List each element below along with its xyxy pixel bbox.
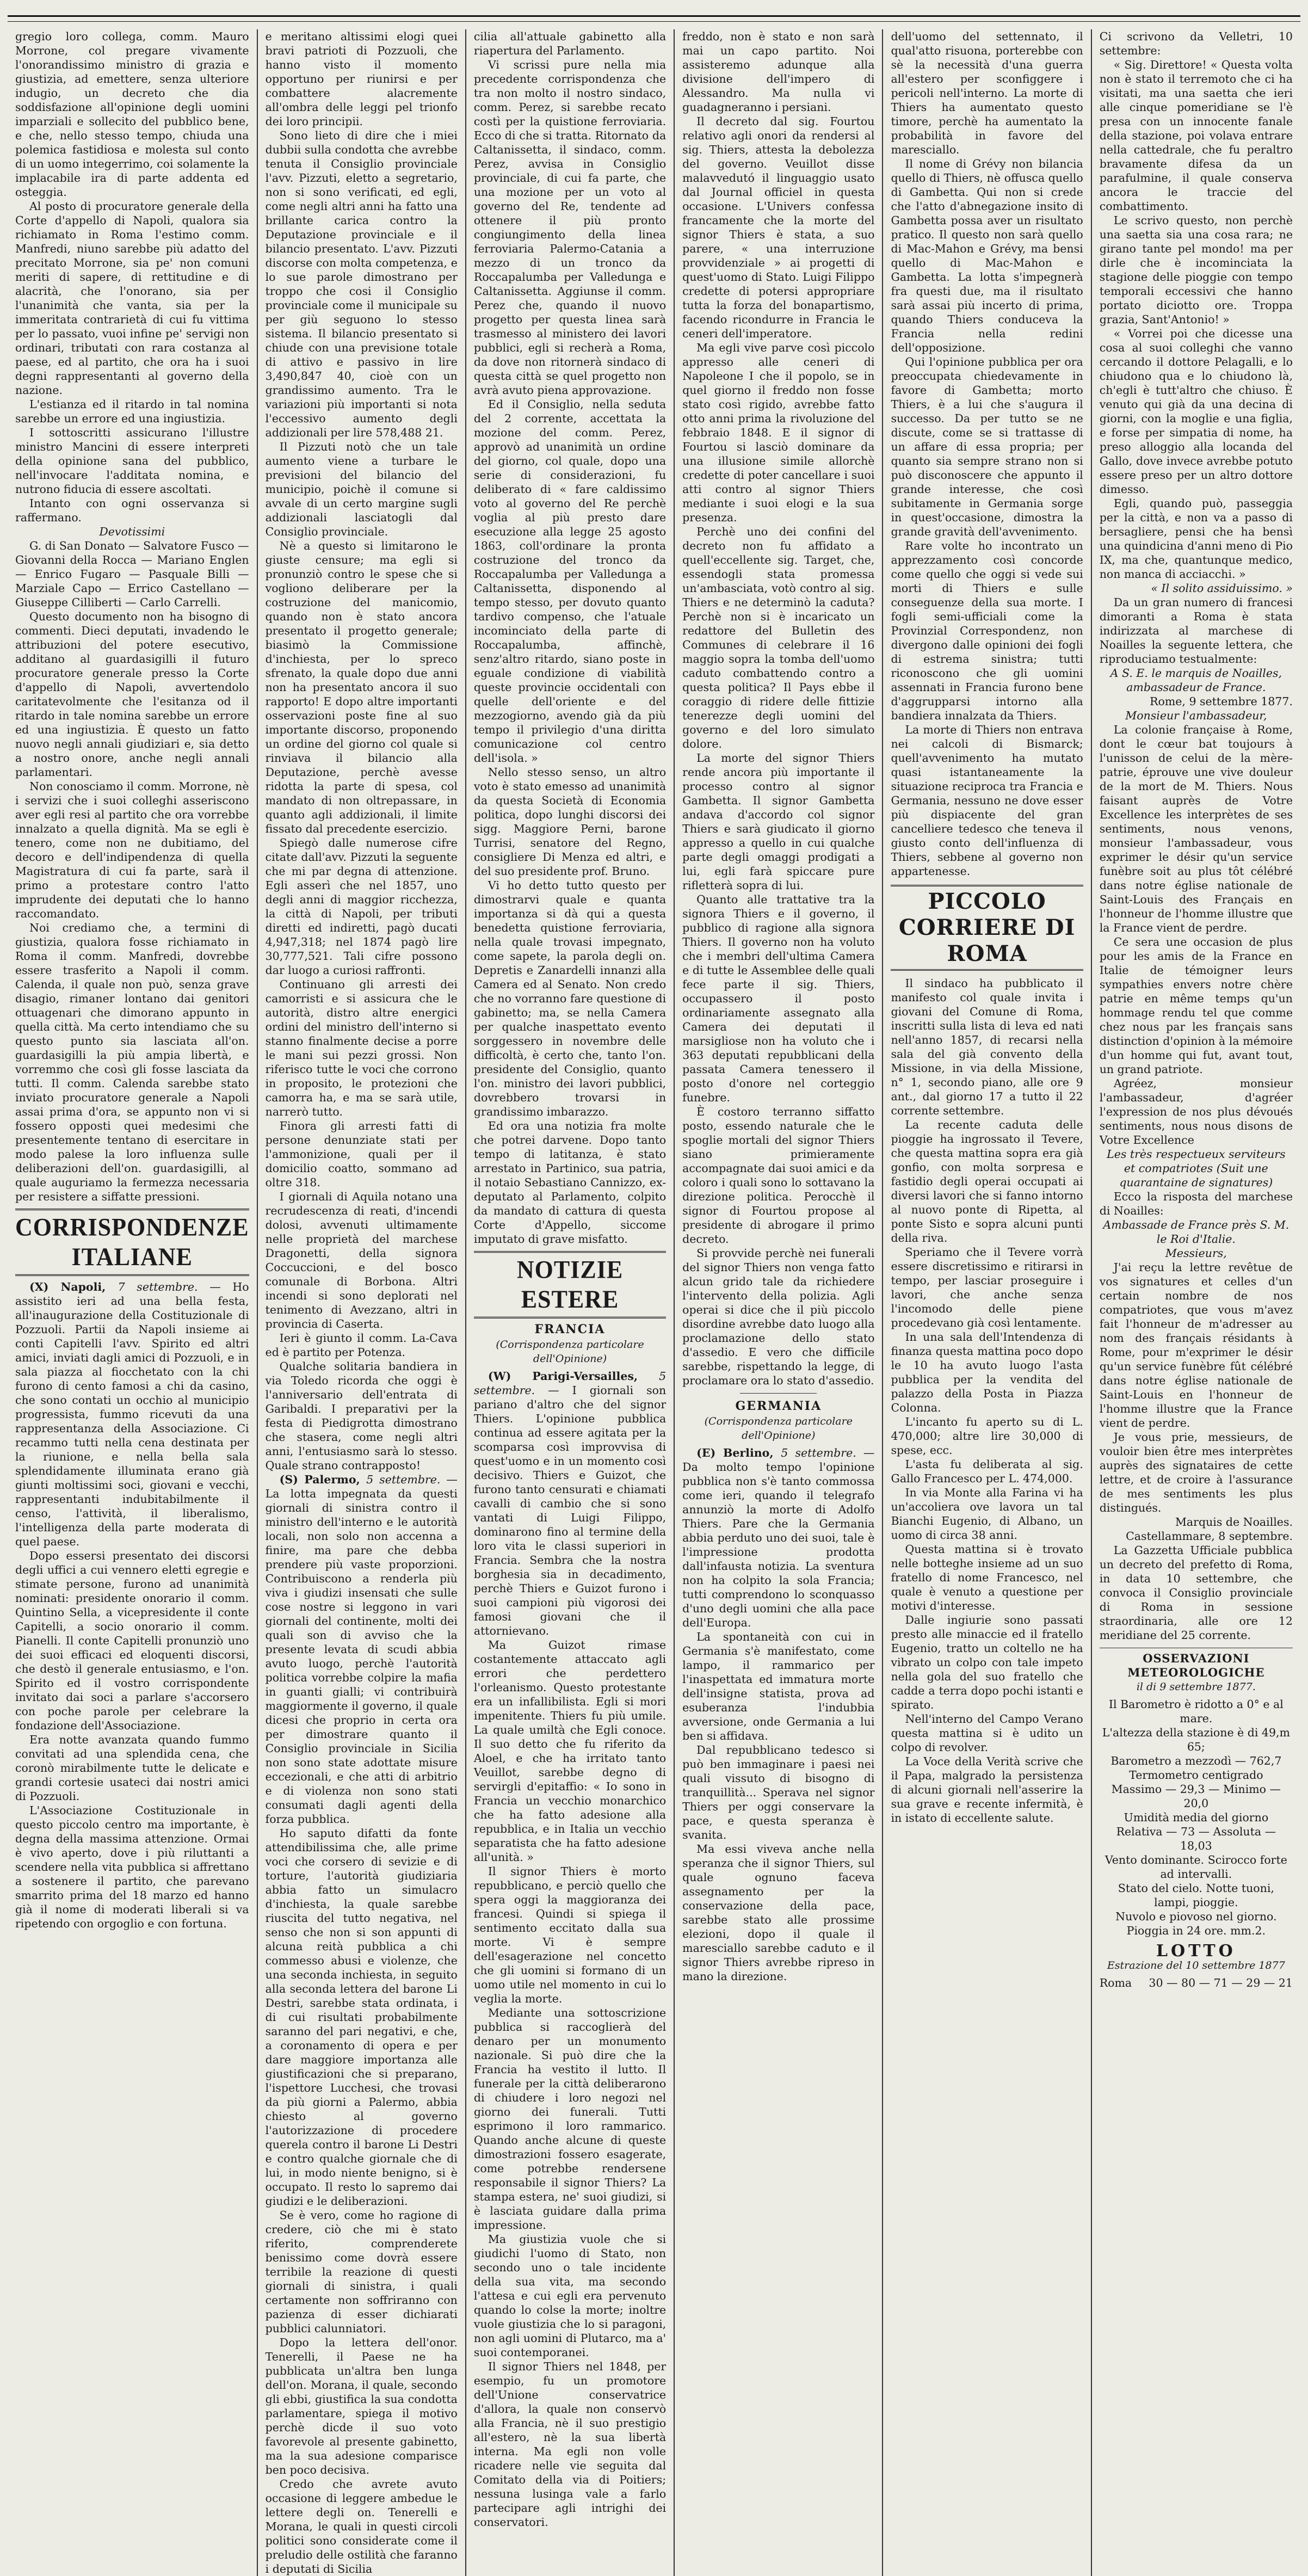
- paragraph-text: Ma Guizot rimase costantemente attaccato agli errori che perdettero l'orleanismo. Questo protestante era un infallibilista. Egli si mori impenitente. Thiers fu più umile. La quale umiltà che Egli conoce. Il suo detto che fu riferito da Aloel, e che ha irritato tanto Veuillot, sarebbe degno di servirgli d'epitaffio: « Io sono in Francia un vecchio monarchico che ha fatto adesione alla repubblica, e in Italia un vecchio separatista che ha fatto adesione all'unità. »: [473, 1638, 667, 1864]
- paragraph: [266, 29, 458, 128]
- paragraph: [266, 836, 458, 977]
- paragraph-text: Il Pizzuti notò che un tale aumento viene a turbare le previsioni del bilancio del municipio, poichè il comune si avvale di un certo margine sugli addizionali lasciatogli dal Consiglio provinciale.: [265, 440, 458, 538]
- paragraph-text: Nello stesso senso, un altro voto è stato emesso ad unanimità da questa Società di Economia politica, dopo lunghi discorsi dei sigg. Maggiore Perni, barone Turrisi, senatore del Regno, consigliere Di Menza ed altri, e del suo presidente prof. Bruno.: [473, 766, 667, 878]
- paragraph: [1100, 1246, 1293, 1260]
- paragraph-text: Le scrivo questo, non perchè una saetta sia una cosa rara; ne girano tante pel mondo! ma per dirle che è incominciata la stagione delle pioggie con tempo temporali eccessivi che hanno portato diciotto ore. Troppa grazia, Sant'Antonio! »: [1099, 214, 1293, 326]
- paragraph-text: Ecco la risposta del marchese di Noailles:: [1099, 1190, 1293, 1217]
- paragraph-text: dell'uomo del settennato, il qual'atto risuona, porterebbe con sè la necessità d'una guerra all'estero per sconfiggere i pericoli nell'interno. La morte di Thiers ha aumentato questo timore, perchè ha aumentato la probabilità in favore del maresciallo.: [891, 30, 1083, 156]
- paragraph-text: Ma egli vive parve così piccolo appresso alle ceneri di Napoleone I che il popolo, se in quel giorno il freddo non fosse stato così rigido, avrebbe fatto otto anni prima la rivoluzione del febbraio 1848. E il signor di Fourtou si lasciò dominare da una illusione simile allorchè credette di poter cancellare i suoi atti contro al signor Thiers mediante i suoi elogi e la sua presenza.: [682, 341, 875, 524]
- paragraph: [682, 525, 874, 751]
- paragraph-text: La Gazzetta Ufficiale pubblica un decreto del prefetto di Roma, in data 10 settembre, che convoca il Consiglio provinciale di Roma in sessione straordinaria, alle ore 12 meridiane del 25 corrente.: [1099, 1544, 1293, 1642]
- paragraph: [266, 440, 458, 539]
- paragraph: [474, 1369, 666, 1638]
- paragraph-text: Ma giustizia vuole che si giudichi l'uomo di Stato, non secondo uno o tale incidente della sua vita, ma secondo l'attesa e cui egli era pervenuto quando lo colse la morte; inoltre vuole giustizia che lo si paragoni, non agli uomini di Plutarco, ma a' suoi contemporanei.: [473, 2233, 667, 2359]
- paragraph-text: Il signor Thiers nel 1848, per esempio, fu un promotore dell'Unione conservatrice d'allora, la quale non conservò alla Francia, nè il suo prestigio all'estero, nè la sua libertà interna. Ma egli non volle ricadere nelle vie seguita dal Comitato della via di Poitiers; nessuna lusinga vale a farlo partecipare agli intrighi dei conservatori.: [473, 2360, 667, 2529]
- paragraph-text: Se è vero, come ho ragione di credere, ciò che mi è stato riferito, comprenderete benissimo come dovrà essere terribile la reazione di questi giornali di sinistra, i quali certamente non soffriranno con pazienza di esser dichiarati pubblici calunniatori.: [265, 2209, 458, 2335]
- paragraph: [266, 2335, 458, 2477]
- paragraph-text: — Ho assistito ieri ad una bella festa, all'inaugurazione della Costituzionale di Pozzuoli. Partii da Napoli insieme ai conti Capitelli l'avv. Spirito ed altri amici, inviati dagli amici di Pozzuoli, e in sala piazza al fiocchetato con la chi furono di cento famosi a chi da casino, che sono contati un occhio al municipio progressista, fummo ricevuti da una rappresentanza della Associazione. Ci recammo tutti nella cena destinata per la riunione, e nella bella sala splendidamente illuminata erano già giunti moltissimi soci, giovani e vecchi, rappresentanti indubitabilmente il censo, l'attività, il liberalismo, l'intelligenza della parte moderata di quel paese.: [15, 1280, 249, 1548]
- column-1: [8, 29, 258, 2576]
- paragraph: [15, 539, 249, 609]
- paragraph: [1100, 1543, 1293, 1642]
- paragraph-text: freddo, non è stato e non sarà mai un capo partito. Noi assisteremo adunque alla divisione dell'impero di Alessandro. Ma nulla vi guadagneranno i persiani.: [682, 30, 875, 114]
- paragraph-text: Non conosciamo il comm. Morrone, nè i servizi che i suoi colleghi asseriscono aver egli resi al partito che ora vorrebbe innalzato a quella dignità. Ma se egli è tenero, come non ne dubitiamo, del decoro e dell'indipendenza di quella Magistratura di cui fa parte, sarà il primo a protestare contro l'atto imprudente dei deputati che lo hanno raccomandato.: [15, 780, 249, 920]
- paragraph-text: Je vous prie, messieurs, de vouloir bien être mes interprètes auprès des signataires de cette lettre, et de croire à l'assurance de mes sentiments les plus distingués.: [1099, 1431, 1293, 1514]
- weather-line: Barometro a mezzodì — 762,7: [1110, 1754, 1282, 1767]
- paragraph: [1100, 694, 1293, 708]
- paragraph-text: L'Associazione Costituzionale in questo piccolo centro ma importante, è degna della massima attenzione. Ormai è vivo aperto, dove i più riluttanti a scendere nella vita pubblica si affrettano a sostenere il partito, che parevano smarrito prima del 18 marzo ed hanno già il nome di moderati liberali si va ripetendo con orgoglio e con fortuna.: [15, 1804, 249, 1930]
- paragraph: [891, 29, 1083, 157]
- paragraph: [15, 921, 249, 1204]
- paragraph-text: Al posto di procuratore generale della Corte d'appello di Napoli, qualora sia richiamato in Roma l'estimo comm. Manfredi, niuno sarebbe più adatto del precitato Morrone, sia pe' non comuni meriti di sapere, di rettitudine e di alacrità, che l'onorano, sia per l'unanimità che vanta, sia per la immeritata contrarietà di cui fu vittima per lo passato, vuoi infine pe' servigi non ordinari, tributati con rara costanza al paese, ed al partito, che ora ha i suoi degni rappresentanti al governo della nazione.: [15, 200, 249, 397]
- paragraph: [1100, 1190, 1293, 1218]
- paragraph: [474, 1638, 666, 1864]
- paragraph-text: — I giornali son pariano d'altro che del signor Thiers. L'opinione pubblica continua ad essere agitata per la scomparsa così improvvisa di quest'uomo e in un momento così decisivo. Thiers e Guizot, che furono tanto censurati e chiamati cavalli di cambio che si sono vantati di Luigi Filippo, dominarono fino al termine della loro vita le classi superiori in Francia. Sembra che la nostra borghesia sia in decadimento, perchè Thiers e Guizot furono i suoi campioni più vigorosi dei famosi giovani che il attornievano.: [473, 1384, 667, 1637]
- correspondence-note: (Corrispondenza particolare dell'Opinione): [496, 1339, 644, 1365]
- paragraph-text: « Sig. Direttore! « Questa volta non è stato il terremoto che ci ha visitati, ma una saetta che ieri alle cinque pomeridiane se l'è presa con un innocente fanale della stazione, poi volava entrare nella cattedrale, che fu peraltro bravamente difesa da un parafulmine, il quale conserva ancora le traccie del combattimento.: [1099, 58, 1293, 213]
- paragraph-text: Qualche solitaria bandiera in via Toledo ricorda che oggi è l'anniversario dell'entrata di Garibaldi. I preparativi per la festa di Piedigrotta dimostrano che stasera, come negli altri anni, l'entusiasmo sarà lo stesso. Quale strano contrapposto!: [265, 1360, 458, 1472]
- paragraph: [1100, 1430, 1293, 1515]
- paragraph-text: Era notte avanzata quando fummo convitati ad una splendida cena, che coronò mirabilmente tutte le delicate e grandi cortesie usateci dai nostri amici di Pozzuoli.: [15, 1733, 249, 1803]
- paragraph-text: L'incanto fu aperto su di L. 470,000; altre lire 30,000 di spese, ecc.: [891, 1415, 1083, 1457]
- weather-line: Vento dominante. Scirocco forte ad intervalli.: [1105, 1853, 1287, 1881]
- paragraph: [15, 1280, 249, 1549]
- weather-line: L'altezza della stazione è di 49,m 65;: [1102, 1726, 1290, 1753]
- paragraph-text: « Vorrei poi che dicesse una cosa al suoi colleghi che vanno cercando il dottore Pelagalli, e lo chiudono qua e lo chiudono là, ch'egli è tutt'altro che chiuso. È venuto qui già da una decina di giorni, con la moglie e una figlia, e forse per simpatia di nome, ha preso alloggio alla locanda del Gallo, dove invece avrebbe potuto essere preso per un altro dottore dimesso.: [1099, 327, 1293, 496]
- paragraph-text: I sottoscritti assicurano l'illustre ministro Mancini di essere interpreti della opinione sana del pubblico, nell'invocare l'additata nomina, e nutrono fiducia di essere ascoltati.: [15, 426, 249, 496]
- paragraph: [474, 397, 666, 765]
- paragraph-text: Sono lieto di dire che i miei dubbii sulla condotta che avrebbe tenuta il Consiglio provinciale l'avv. Pizzuti, eletto a segretario, non si sono verificati, ed egli, come negli altri anni ha fatto una brillante carica contro la Deputazione provinciale e il bilancio presentato. L'avv. Pizzuti discorse con molta competenza, e lo sue parole dimostrano per troppo che cosi il Consiglio provinciale come il municipale su per giù seguono lo stesso sistema. Il bilancio presentato si chiude con una previsione totale di attivo e passivo in lire 3,490,847 40, cioè con un grandissimo aumento. Tra le variazioni più importanti si nota l'eccessivo aumento degli addizionali per lire 578,488 21.: [265, 129, 458, 439]
- paragraph-text: Il sindaco ha pubblicato il manifesto col quale invita i giovani del Comune di Roma, inscritti sulla lista di leva ed nati nell'anno 1857, di recarsi nella sala del già convento della Missione, in via della Missione, n° 1, secondo piano, alle ore 9 ant., dal giorno 17 a tutto il 22 corrente settembre.: [891, 977, 1083, 1117]
- weather-observations: [1100, 1648, 1293, 1938]
- paragraph: [474, 2232, 666, 2359]
- paragraph: [682, 1246, 874, 1388]
- paragraph: [1100, 1147, 1293, 1190]
- paragraph-text: La Voce della Verità scrive che il Papa, malgrado la persistenza di alcuni giornali nell'asserire la sua grave e recente infermità, è in istato di eccellente salute.: [891, 1755, 1083, 1825]
- lotto-title: LOTTO: [1156, 1942, 1236, 1961]
- weather-date: il di 9 settembre 1877.: [1136, 1681, 1256, 1693]
- country-heading: GERMANIA: [735, 1399, 822, 1413]
- paragraph-text: Quanto alle trattative tra la signora Thiers e il governo, il pubblico di ragione alla signora Thiers. Il governo non ha voluto che i membri dell'ultima Camera e di tutte le Assemblee delle quali fece parte il sig. Thiers, occupassero il posto ordinariamente assegnato alla Camera dei deputati il marsigliose non ha voluto che i 363 deputati repubblicani della passata Camera tenessero il posto d'onore nel corteggio funebre.: [682, 893, 875, 1104]
- paragraph: [891, 1245, 1083, 1330]
- paragraph-text: Mediante una sottoscrizione pubblica si raccoglierà del denaro per un monumento nazionale. Si può dire che la Francia ha vestito il lutto. Il funerale per la città deliberarono di chiudere i loro negozi nel giorno dei funerali. Tutti esprimono il loro rammarico. Quando anche alcune di queste dimostrazioni fossero esagerate, come potrebbe rendersene responsabile il signor Thiers? La stampa estera, ne' suoi giudizi, si è lasciata guidare dalla prima impressione.: [473, 2006, 667, 2232]
- paragraph-text: Marquis de Noailles. Castellammare, 8 septembre.: [1126, 1515, 1293, 1543]
- paragraph: [15, 29, 249, 199]
- paragraph-text: G. di San Donato — Salvatore Fusco — Giovanni della Rocca — Mariano Englen — Enrico Fugaro — Pasquale Billi — Marziale Capo — Errico Castellano — Giuseppe Cilliberti — Carlo Carrelli.: [15, 539, 249, 609]
- paragraph: [1100, 213, 1293, 326]
- column-5: [883, 29, 1091, 2576]
- paragraph-text: Ho saputo difatti da fonte attendibilissima che, alle prime voci che corsero di sevizie e di torture, l'autorità giudiziaria abbia fatto un simulacro d'inchiesta, la quale sarebbe riuscita del tutto negativa, nel senso che non si son appunti di alcuna reità pubblica a chi commesso abusi e violenze, che una seconda inchiesta, in seguito alla seconda lettera del barone Li Destri, sarebbe stata ordinata, i di cui risultati probabilmente saranno del pari negativi, e che, a coronamento di opera e per dare maggiore importanza alle giustificazioni che si preparano, l'ispettore Lucchesi, che trovasi da più giorni a Palermo, abbia chiesto al governo l'autorizzazione di procedere querela contro il barone Li Destri e contro qualche giornale che di lui, in modo niente benigno, si è occupato. Il resto lo sapremo dai giudizi e le deliberazioni.: [265, 1827, 458, 2208]
- paragraph-text: Rare volte ho incontrato un apprezzamento così concorde come quello che oggi si vede sui morti di Thiers e sulle conseguenze della sua morte. I fogli semi-ufficiali come la Provinzial Correspondenz, non divergono dalle opinioni dei fogli di estrema sinistra; tutti riconoscono che gli uomini assennati in Francia furono bene d'aggrupparsi intorno alla bandiera innalzata da Thiers.: [891, 539, 1083, 722]
- paragraph-text: L'estianza ed il ritardo in tal nomina sarebbe un errore ed una ingiustizia.: [15, 398, 249, 425]
- paragraph-text: La morte di Thiers non entrava nei calcoli di Bismarck; quell'avvenimento ha mutato quasi istantaneamente la situazione reciproca tra Francia e Germania, nessuno ne dove esser più dispiacente del gran cancelliere tedesco che teneva il giusto conto dell'influenza di Thiers, sebbene al governo non appartenesse.: [891, 723, 1083, 878]
- correspondence-note: (Corrispondenza particolare dell'Opinione): [704, 1415, 853, 1441]
- paragraph: [474, 1864, 666, 2006]
- paragraph-text: — Da molto tempo l'opinione pubblica non s'è tanto commossa come ieri, quando il telegrafo annunziò la morte di Adolfo Thiers. Pare che la Germania abbia perduto uno dei suoi, tale è l'impressione prodotta dall'infausta notizia. La sventura non ha colpito la sola Francia; tutti comprendono lo sconquasso d'uno degli uomini che alla pace dell'Europa.: [682, 1446, 875, 1629]
- paragraph: [891, 1330, 1083, 1415]
- paragraph-text: Si provvide perchè nei funerali del signor Thiers non venga fatto alcun grido tale da richiedere l'intervento della polizia. Agli operai si dice che il più piccolo disordine avrebbe dato luogo alla proclamazione dello stato d'assedio. E vero che difficile sarebbe, rispettando la legge, di proclamare ora lo stato d'assedio.: [682, 1247, 875, 1387]
- section-divider: [740, 1393, 817, 1394]
- dateline-place: (E) Berlino,: [696, 1446, 781, 1459]
- paragraph: [682, 892, 874, 1105]
- paragraph-text: Vi scrissi pure nella mia precedente corrispondenza che tra non molto il nostro sindaco, comm. Perez, si sarebbe recato costì per la quistione ferroviaria. Ecco di che si tratta. Ritornato da Caltanissetta, il sindaco, comm. Perez, avvisa in Consiglio provinciale, di cui fa parte, che una mozione per un voto al governo del Re, tendente ad ottenere il più pronto congiungimento della linea ferroviaria Palermo-Catania a mezzo di un tronco da Roccapalumba per Valledunga e Caltanissetta. Aggiunse il comm. Perez che, quando il nuovo progetto per questa linea sarà trasmesso al ministero dei lavori pubblici, egli si recherà a Roma, da dove non ritornerà sindaco di questa città se quel progetto non avrà avuto piena approvazione.: [473, 58, 667, 397]
- paragraph: [474, 29, 666, 58]
- paragraph: [474, 1119, 666, 1246]
- paragraph: [266, 2208, 458, 2335]
- paragraph-text: Devotissimi: [99, 525, 165, 538]
- paragraph-text: Agréez, monsieur l'ambassadeur, d'agréer l'expression de nos plus dévoués sentiments, nous nous disons de Votre Excellence: [1099, 1077, 1293, 1147]
- dateline-date: 5 settembre.: [366, 1473, 441, 1486]
- paragraph-text: Intanto con ogni osservanza si raffermano.: [15, 497, 249, 524]
- paragraph: [266, 1826, 458, 2208]
- column-4: [675, 29, 883, 2576]
- weather-line: Nuvolo e piovoso nel giorno.: [1115, 1910, 1277, 1923]
- paragraph-text: Nè a questo si limitarono le giuste censure; ma egli si pronunziò contro le spese che si vogliono deliberare per la costruzione del manicomio, quando non è stato ancora presentato il progetto generale; biasimò la Commissione d'inchiesta, per lo spreco sfrenato, la quale dopo due anni non ha presentato ancora il suo rapporto! E dopo altre importanti osservazioni poste fine al suo importante discorso, proponendo un ordine del giorno col quale si rinviava il bilancio alla Deputazione, perchè avesse ridotta la parte di spesa, col mandato di non oltrepassare, in quanto agli addizionali, il limite fissato dal precedente esercizio.: [265, 539, 458, 835]
- paragraph-text: cilia all'attuale gabinetto alla riapertura del Parlamento.: [473, 30, 667, 57]
- paragraph-text: Questo documento non ha bisogno di commenti. Dieci deputati, invadendo le attribuzioni del potere esecutivo, additano al guardasigilli il futuro procuratore generale presso la Corte d'appello di Napoli, avvertendolo caritatevolmente che l'esitanza od il ritardo in tale nomina sarebbe un errore ed una ingiustizia. È questo un fatto nuovo negli annali giudiziari e, sia detto a nostro onore, anche negli annali parlamentari.: [15, 610, 249, 779]
- weather-line: Massimo — 29,3 — Minimo — 20,0: [1111, 1783, 1281, 1810]
- paragraph-text: Les très respectueux serviteurs et compatriotes (Suit une quarantaine de signatures): [1107, 1148, 1286, 1189]
- paragraph: [1100, 666, 1293, 694]
- paragraph-text: La colonie française à Rome, dont le cœur bat toujours à l'unisson de celui de la mère-patrie, éprouve une vive douleur de la mort de M. Thiers. Nous faisant auprès de Votre Excellence les interprètes de ses sentiments, nous venons, monsieur l'ambassadeur, vous exprimer le désir qu'un service funèbre soit au plus tôt célébré dans notre église nationale de Saint-Louis des Français en l'honneur de l'homme illustre que la France vient de perdre.: [1099, 723, 1293, 934]
- paragraph-text: Ed ora una notizia fra molte che potrei darvene. Dopo tanto tempo di latitanza, è stato arrestato in Partinico, sua patria, il notaio Sebastiano Cannizzo, ex-deputato al Parlamento, colpito da mandato di cattura di questa Corte d'Appello, siccome imputato di grave misfatto.: [473, 1119, 667, 1246]
- paragraph-text: Ambassade de France près S. M. le Roi d'Italie.: [1103, 1218, 1290, 1246]
- weather-line: Termometro centigrado: [1129, 1768, 1263, 1782]
- paragraph-text: Perchè uno dei confini del decreto non fu affidato a quell'eccellente sig. Target, che, essendogli stata promessa un'ambasciata, votò contro al sig. Thiers e ne determinò la caduta? Perchè non si è incaricato un redattore del Bulletin des Communes di celebrare il 16 maggio sopra la tomba dell'uomo caduto combattendo contro a questa politica? Il Pays ebbe il coraggio di ridere delle fittizie tenerezze degli uomini del governo e del loro simulato dolore.: [682, 525, 875, 750]
- paragraph: [266, 977, 458, 1119]
- lotto-box: [1100, 1944, 1293, 1990]
- column-3: [466, 29, 675, 2576]
- paragraph-text: Speriamo che il Tevere vorrà essere discretissimo e ritirarsi in tempo, per lasciar proseguire i lavori, che anche senza l'incomodo delle piene procedevano già così lentamente.: [891, 1246, 1083, 1329]
- paragraph: [682, 341, 874, 525]
- paragraph: [1100, 496, 1293, 581]
- paragraph: [891, 1754, 1083, 1825]
- paragraph: [682, 1842, 874, 1983]
- paragraph-text: Continuano gli arresti dei camorristi e si assicura che le autorità, distro altre energici ordini del ministro dell'interno si stanno finalmente decise a porre le mani sui pezzi grossi. Non riferisco tutte le voci che corrono in proposito, le protezioni che camorra ha, e ma se sarà utile, narrerò tutto.: [265, 978, 458, 1118]
- paragraph-text: Il nome di Grévy non bilancia quello di Thiers, nè offusca quello di Gambetta. Qui non si crede che l'atto d'abnegazione insito di Gambetta possa aver un risultato pratico. Il questo non sarà quello di Mac-Mahon e Grévy, ma bensi quello di Mac-Mahon e Gambetta. La lotta s'impegnerà fra questi due, ma il risultato sarà assai più incerto di prima, quando Thiers conduceva la Francia nella redini dell'opposizione.: [891, 157, 1083, 354]
- paragraph-text: Nell'interno del Campo Verano questa mattina si è udito un colpo di revolver.: [891, 1712, 1083, 1754]
- weather-line: Pioggia in 24 ore. mm.2.: [1126, 1924, 1266, 1937]
- paragraph-text: Dalle ingiurie sono passati presto alle minaccie ed il fratello Eugenio, tratto un coltello ne ha vibrato un colpo con tale impeto nella gola del suo fratello che cadde a terra dopo pochi istanti e spirato.: [891, 1613, 1083, 1711]
- weather-line: Stato del cielo. Notte tuoni, lampi, pioggie.: [1118, 1882, 1274, 1909]
- paragraph: [1100, 1076, 1293, 1147]
- paragraph-text: Dopo essersi presentato dei discorsi degli uffici a cui vennero eletti egregie e stimate persone, furono ad unanimità nominati: presidente onorario il comm. Quintino Sella, a vicepresidente il conte Capitelli, a socio onorario il comm. Pianelli. Il conte Capitelli pronunziò uno dei suoi efficaci ed eloquenti discorsi, che destò il generale entusiasmo, e l'on. Spirito ed il vostro corrispondente invitato dai soci a parlare s'accorsero con poche parole per celebrare la fondazione dell'Associazione.: [15, 1549, 249, 1732]
- paragraph-text: Rome, 9 settembre 1877.: [1150, 695, 1293, 708]
- paragraph: [15, 496, 249, 525]
- paragraph: [1100, 935, 1293, 1076]
- paragraph: [1100, 723, 1293, 935]
- section-heading: PICCOLO CORRIERE DI ROMA: [891, 885, 1083, 971]
- paragraph: [891, 1486, 1083, 1542]
- paragraph-text: Questa mattina si è trovato nelle botteghe insieme ad un suo fratello di nome Francesco, nel quale è venuto a questione per motivi d'interesse.: [891, 1543, 1083, 1612]
- paragraph: [1100, 58, 1293, 213]
- paragraph: [891, 1457, 1083, 1486]
- paragraph-text: La recente caduta delle pioggie ha ingrossato il Tevere, che questa mattina sopra era già gonfio, con molta sorpresa e fastidio degli operai occupati ai diversi lavori che si fanno intorno al nuovo ponte di Ripetta, al ponte Sisto e sopra alcuni punti della riva.: [891, 1118, 1083, 1244]
- paragraph: [474, 2359, 666, 2529]
- lotto-row: [1100, 1976, 1293, 1990]
- paragraph: [15, 1549, 249, 1733]
- paragraph: [15, 609, 249, 779]
- paragraph-text: Spiegò dalle numerose cifre citate dall'avv. Pizzuti la seguente che mi par degna di attenzione. Egli asserì che nel 1857, uno degli anni di maggior ricchezza, la città di Napoli, per tributi diretti ed indiretti, pagò ducati 4,947,318; nel 1874 pagò lire 30,777,521. Tali cifre possono dar luogo a curiosi raffronti.: [265, 836, 458, 977]
- paragraph-text: Da un gran numero di francesi dimoranti a Roma è stata indirizzata al marchese di Noailles la seguente lettera, che riproduciamo testualmente:: [1099, 596, 1293, 665]
- paragraph: [891, 539, 1083, 723]
- dateline-date: 7 settembre.: [118, 1280, 198, 1293]
- paragraph: [15, 779, 249, 921]
- paragraph: [474, 58, 666, 397]
- paragraph-text: Messieurs,: [1165, 1247, 1227, 1260]
- paragraph: [266, 1331, 458, 1359]
- weather-line: Il Barometro è ridotto a 0° e al mare.: [1108, 1698, 1284, 1725]
- paragraph-text: Dopo la lettera dell'onor. Tenerelli, il Paese ne ha pubblicata un'altra ben lunga dell'on. Morana, il quale, secondo gli ebbi, giustifica la sua condotta parlamentare, spiega il motivo perchè dicde il suo voto favorevole al presente gabinetto, ma la sua adesione comparisce ben poco decisiva.: [265, 2336, 458, 2476]
- paragraph-text: Noi crediamo che, a termini di giustizia, qualora fosse richiamato in Roma il comm. Manfredi, dovrebbe essere trasferito a Napoli il comm. Calenda, il quale non può, senza grave disagio, rimaner lontano dai genitori ottuagenari che dimorano appunto in quella città. Ma certo intendiamo che su questo punto sia lasciata all'on. guardasigilli la più ampia libertà, e vorremmo che così gli fosse lasciata da tutti. Il comm. Calenda sarebbe stato inviato procuratore generale a Napoli assai prima d'ora, se appunto non vi si fossero opposti quei medesimi che presentemente tentano di esercitare in modo palese la loro influenza sulle deliberazioni dell'on. guardasigilli, al quale auguriamo la fermezza necessaria per resistere a siffatte pressioni.: [15, 921, 249, 1203]
- paragraph: [891, 1542, 1083, 1613]
- section-heading: NOTIZIE ESTERE: [474, 1251, 666, 1318]
- paragraph: [1100, 595, 1293, 666]
- lotto-subtitle: Estrazione del 10 settembre 1877: [1107, 1959, 1285, 1971]
- paragraph-text: I giornali di Aquila notano una recrudescenza di reati, d'incendi dolosi, avvenuti ultimamente nelle proprietà del marchese Dragonetti, della signora Coccuccioni, e del bosco comunale di Borbona. Altri incendi si sono deplorati nel tenimento di Avezzano, altri in provincia di Caserta.: [265, 1190, 458, 1330]
- lotto-numbers: 30 — 80 — 71 — 29 — 21: [1149, 1976, 1293, 1989]
- paragraph: [15, 199, 249, 397]
- column-6: [1092, 29, 1300, 2576]
- paragraph-text: La spontaneità con cui in Germania s'è manifestato, come lampo, il rammarico per l'inaspettata ed immatura morte dell'insigne statista, prova ad esuberanza l'indubbia avversione, onde Germania a lui ben si affidava.: [682, 1630, 875, 1742]
- top-rule: [8, 15, 1300, 22]
- paragraph-text: Vi ho detto tutto questo per dimostrarvi quale e quanta importanza si dà qui a questa benedetta quistione ferroviaria, nella quale trovasi impegnato, come sapete, la parola degli on. Depretis e Zanardelli innanzi alla Camera ed al Senato. Non credo che no vorranno fare questione di gabinetto; ma, se nella Camera per qualche inaspettato evento sorggessero in novembre delle difficoltà, è certo che, tanto l'on. presidente del Consiglio, quanto l'on. ministro dei lavori pubblici, dovrebbero trovarsi in grandissimo imbarazzo.: [473, 879, 667, 1118]
- country-heading: FRANCIA: [534, 1322, 606, 1336]
- paragraph: [266, 128, 458, 440]
- paragraph-text: Ce sera une occasion de plus pour les amis de la France en Italie de témoigner leurs sympathies envers notre chère patrie en même temps qu'un hommage rendu tel que comme chez nous par les français sans distinction d'opinion à la mémoire d'un homme qui fut, avant tout, un grand patriote.: [1099, 935, 1293, 1076]
- dateline-date: 5 settembre.: [781, 1446, 856, 1459]
- paragraph: [266, 1359, 458, 1472]
- paragraph: [891, 1415, 1083, 1457]
- paragraph: [682, 1446, 874, 1630]
- column-2: [258, 29, 466, 2576]
- paragraph-text: Ieri è giunto il comm. La-Cava ed è partito per Potenza.: [265, 1332, 458, 1359]
- paragraph-text: Ci scrivono da Velletri, 10 settembre:: [1099, 30, 1293, 57]
- paragraph-text: In una sala dell'Intendenza di finanza questa mattina poco dopo le 10 ha avuto luogo l'asta pubblica per la vendita del palazzo della Posta in Piazza Colonna.: [891, 1330, 1083, 1414]
- paragraph-text: A S. E. le marquis de Noailles, ambassadeur de France.: [1110, 667, 1282, 694]
- paragraph-text: La morte del signor Thiers rende ancora più importante il processo contro al signor Gambetta. Il signor Gambetta andava d'accordo col signor Thiers e sarà giudicato il giorno appresso a quello in cui qualche parte degli omaggi prodigati a lui, egli farà spiccare pure rifletterà sopra di lui.: [682, 751, 875, 892]
- paragraph: [891, 1118, 1083, 1245]
- weather-line: Umidità media del giorno: [1124, 1811, 1269, 1824]
- paragraph-text: Egli, quando può, passeggia per la città, e non va a passo di bersagliere, pensi che ha bensì una quindicina d'anni meno di Pio IX, ma che, quantunque medico, non manca di acciacchi. »: [1099, 497, 1293, 581]
- paragraph: [682, 1105, 874, 1246]
- paragraph: [15, 525, 249, 539]
- paragraph: [1100, 1515, 1293, 1543]
- paragraph: [266, 1119, 458, 1190]
- dateline-place: (S) Palermo,: [279, 1473, 367, 1486]
- paragraph: [891, 157, 1083, 355]
- paragraph-text: gregio loro collega, comm. Mauro Morrone, col pregare vivamente l'onorandissimo ministro di grazia e giustizia, ad emettere, senza ulteriore indugio, un decreto che dia soddisfazione all'opinione degli uomini imparziali e sollecito del pubblico bene, e che, nello stesso tempo, chiuda una polemica fastidiosa e molesta sul conto di un uomo integerrimo, coi solamente la implacabile ira di parte addenta ed osteggia.: [15, 30, 249, 199]
- paragraph-text: Ed il Consiglio, nella seduta del 2 corrente, accettata la mozione del comm. Perez, approvò ad unanimità un ordine del giorno, col quale, dopo una serie di considerazioni, fu deliberato di « fare caldissimo voto al governo del Re perchè voglia al più presto dare esecuzione alla legge 25 agosto 1863, coll'ordinare la pronta costruzione del tronco da Roccapalumba per Valledunga a Caltanissetta, disponendo al tempo stesso, per dovuto quanto tardivo compenso, che l'atuale incominciato della parte di Roccapalumba, affinchè, senz'altro ritardo, siano poste in eguale condizione di viabilità queste provincie occidentali con quelle dell'oriente e del mezzogiorno, avendo già da più tempo il privilegio d'una diritta comunicazione col centro dell'isola. »: [473, 398, 667, 765]
- paragraph-text: Finora gli arresti fatti di persone denunziate stati per l'ammonizione, quali per il domicilio coatto, sommano ad oltre 318.: [265, 1119, 458, 1189]
- paragraph: [682, 29, 874, 114]
- paragraph: [682, 751, 874, 892]
- paragraph-text: Il decreto dal sig. Fourtou relativo agli onori da rendersi al sig. Thiers, attesta la debolezza del governo. Veuillot disse malavvedutó il linguaggio usato dal Journal officiel in questa occasione. L'Univers confessa francamente che la morte del signor Thiers è stata, a suo parere, « una interruzione provvidenziale » ai progetti di quest'uomo di Stato. Luigi Filippo credette di potersi appropriare tutta la forza del bonapartismo, facendo ricondurre in Francia le ceneri dell'imperatore.: [682, 115, 875, 340]
- paragraph: [15, 1733, 249, 1803]
- paragraph-text: Qui l'opinione pubblica per ora preoccupata chiedevamente in favore di Gambetta; morto Thiers, è a lui che s'augura il successo. Da per tutto se ne discute, come se si trattasse di un affare di essa propria; per quanto sia sempre strano non si può disconoscere che appunto il grande interesse, che così subitamente in Germania sorge in quest'occasione, dimostra la grande gravità dell'avvenimento.: [891, 355, 1083, 538]
- paragraph: [266, 539, 458, 836]
- paragraph: [891, 1712, 1083, 1754]
- lotto-city: Roma: [1099, 1976, 1132, 1989]
- dateline-date: 5 settembre.: [473, 1370, 667, 1397]
- paragraph: [474, 765, 666, 878]
- paragraph: [1100, 1218, 1293, 1246]
- columns-container: [8, 29, 1300, 2575]
- paragraph: [891, 976, 1083, 1118]
- paragraph: [266, 2477, 458, 2576]
- paragraph: [1100, 29, 1293, 58]
- paragraph-text: In via Monte alla Farina vi ha un'accoliera ove lavora un tal Bianchi Eugenio, di Albano, un uomo di circa 38 anni.: [891, 1486, 1083, 1542]
- paragraph: [891, 1613, 1083, 1712]
- paragraph: [15, 426, 249, 496]
- paragraph-text: J'ai reçu la lettre revêtue de vos signatures et celles d'un certain nombre de nos compatriotes, que vous m'avez fait l'honneur de m'adresser au nom des français résidants à Rome, pour m'exprimer le désir qu'un service funèbre fût célébré dans notre église nationale de Saint-Louis en l'honneur de l'homme illustre que la France vient de perdre.: [1099, 1261, 1293, 1429]
- paragraph: [682, 114, 874, 341]
- paragraph: [682, 1630, 874, 1743]
- weather-title: OSSERVAZIONI METEOROLOGICHE: [1100, 1648, 1293, 1680]
- paragraph: [1100, 326, 1293, 496]
- section-heading: CORRISPONDENZE ITALIANE: [15, 1209, 249, 1276]
- paragraph: [1100, 1260, 1293, 1430]
- paragraph-text: Monsieur l'ambassadeur,: [1125, 709, 1267, 722]
- paragraph-text: Ma essi viveva anche nella speranza che il signor Thiers, sul quale ognuno faceva assegnamento per la conservazione della pace, sarebbe stato alle prossime elezioni, dopo il quale il maresciallo sarebbe caduto e il signor Thiers avrebbe ripreso in mano la direzione.: [682, 1842, 875, 1983]
- paragraph-text: Il signor Thiers è morto repubblicano, e perciò quello che spera oggi la maggioranza dei francesi. Quindi si spiega il sentimento eccitato dalla sua morte. Vi è sempre dell'esagerazione nel concetto che gli uomini si formano di un uomo utile nel momento in cui lo veglia la morte.: [473, 1865, 667, 2005]
- dateline-place: (W) Parigi-Versailles,: [488, 1370, 659, 1383]
- paragraph-text: e meritano altissimi elogi quei bravi patrioti di Pozzuoli, che hanno visto il momento opportuno per riunirsi e per combattere alacremente all'ombra delle leggi pel trionfo dei loro principii.: [265, 30, 458, 128]
- dateline-place: (X) Napoli,: [29, 1280, 118, 1293]
- paragraph: [474, 878, 666, 1119]
- weather-line: Relativa — 73 — Assoluta — 18,03: [1116, 1825, 1276, 1852]
- paragraph-text: È costoro terranno siffatto posto, essendo naturale che le spoglie mortali del signor Thiers siano primieramente accompagnate dai suoi amici e da coloro i quali sono lo sottavano la direzione politica. Perocchè il signor di Fourtou propose al presidente di abrogare il primo decreto.: [682, 1105, 875, 1246]
- paragraph-text: L'asta fu deliberata al sig. Gallo Francesco per L. 474,000.: [891, 1458, 1083, 1485]
- paragraph: [1100, 581, 1293, 595]
- paragraph-text: — La lotta impegnata da questi giornali di sinistra contro il ministro dell'interno e le autorità locali, non solo non accenna a finire, ma pare che debba prendere più vaste proporzioni. Contribuiscono a renderla più viva i giudizi insensati che sulle cose nostre si leggono in vari giornali del continente, molti dei quali son di avviso che la presente levata di scudi abbia avuto luogo, perchè l'autorità politica vorrebbe colpire la mafia in guanti gialli; vi contribuirà maggiormente il governo, il quale dicesi che proprio in certa ora per dimostrare quanto il Consiglio provinciale in Sicilia non sono state adottate misure eccezionali, e che atti di arbitrio e di violenza non sono stati consumati dagli agenti della forza pubblica.: [265, 1473, 458, 1826]
- paragraph: [891, 723, 1083, 878]
- paragraph: [266, 1190, 458, 1331]
- paragraph-text: « Il solito assiduissimo. »: [1151, 582, 1293, 595]
- paragraph: [891, 355, 1083, 539]
- paragraph: [682, 1743, 874, 1842]
- paragraph: [1100, 708, 1293, 723]
- paragraph: [15, 1803, 249, 1931]
- paragraph: [15, 397, 249, 426]
- paragraph: [474, 2006, 666, 2232]
- paragraph-text: Dal repubblicano tedesco si può ben immaginare i paesi nei quali vissuto di bisogno di tranquillità... Sperava nel signor Thiers per oggi conservare la pace, e questa speranza è svanita.: [682, 1743, 875, 1841]
- paragraph-text: Credo che avrete avuto occasione di leggere ambedue le lettere degli on. Tenerelli e Morana, le quali in questi circoli politici sono considerate come il preludio delle ostilità che faranno i deputati di Sicilia: [265, 2478, 458, 2575]
- paragraph: [266, 1472, 458, 1826]
